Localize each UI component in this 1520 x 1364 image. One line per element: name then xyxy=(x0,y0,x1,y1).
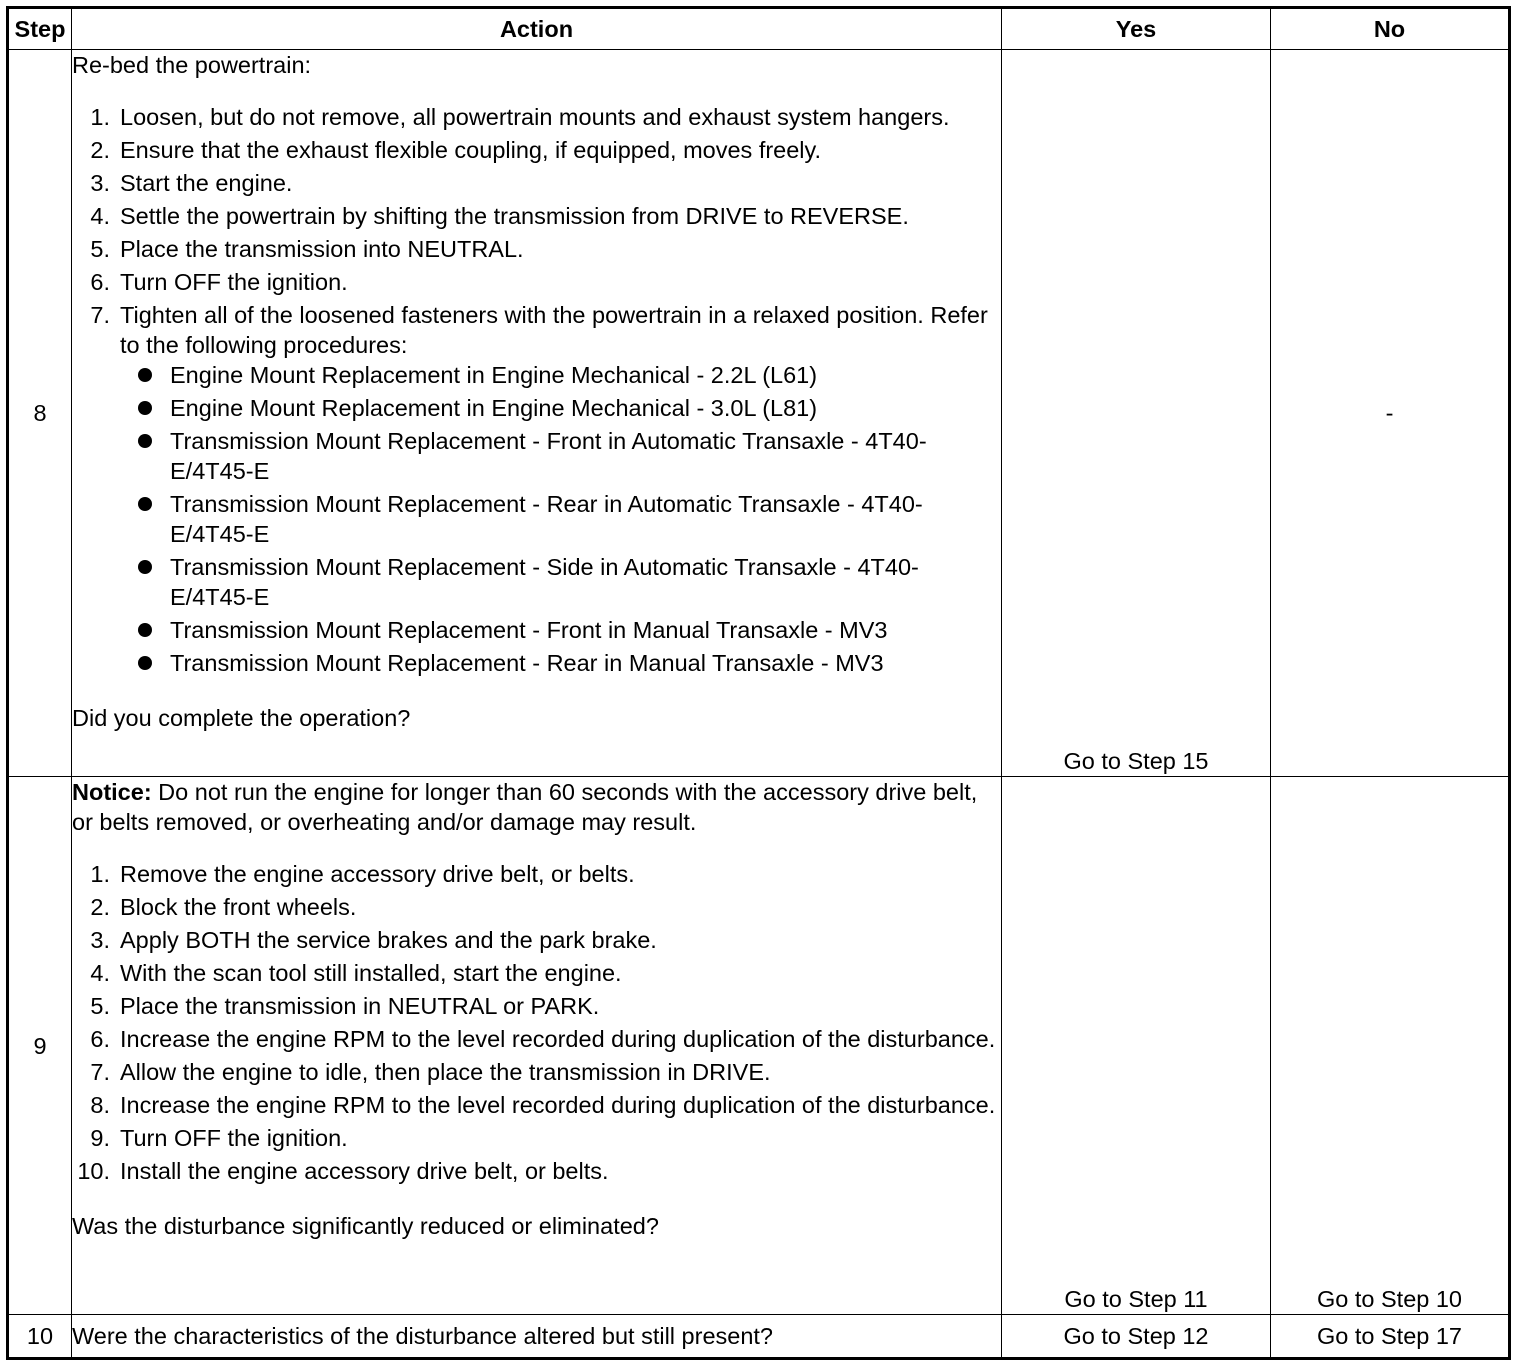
instruction-item: 4. Settle the powertrain by shifting the transmission from DRIVE to REVERSE. xyxy=(90,203,909,229)
procedure-reference-list xyxy=(120,360,1001,678)
procedure-reference-link[interactable]: Engine Mount Replacement in Engine Mechanical - 3.0L (L81) xyxy=(120,393,1001,423)
step-8-instructions xyxy=(72,102,1001,678)
bullet-icon xyxy=(138,368,152,382)
instruction-item: 6. Turn OFF the ignition. xyxy=(90,269,348,295)
yes-outcome[interactable]: Go to Step 11 xyxy=(1002,777,1271,1315)
instruction-item: 5. Place the transmission into NEUTRAL. xyxy=(90,236,524,262)
instruction-item: 2. Ensure that the exhaust flexible coupling, if equipped, moves freely. xyxy=(90,137,822,163)
header-no: No xyxy=(1271,8,1510,50)
step-question: Did you complete the operation? xyxy=(72,705,411,731)
bullet-icon xyxy=(138,434,152,448)
header-row xyxy=(8,8,1510,50)
bullet-icon xyxy=(138,497,152,511)
bullet-icon xyxy=(138,560,152,574)
no-outcome: - xyxy=(1271,50,1510,777)
action-intro: Re-bed the powertrain: xyxy=(72,52,312,78)
step-number: 10 xyxy=(8,1315,72,1359)
instruction-item: 5. Place the transmission in NEUTRAL or PARK. xyxy=(90,993,600,1019)
yes-outcome[interactable]: Go to Step 15 xyxy=(1002,50,1271,777)
diagnostic-procedure-table xyxy=(6,6,1511,1360)
procedure-reference-link[interactable]: Transmission Mount Replacement - Rear in Automatic Transaxle - 4T40-E/4T45-E xyxy=(120,489,1001,549)
instruction-item: 1. Loosen, but do not remove, all powertrain mounts and exhaust system hangers. xyxy=(90,104,950,130)
step-8-row xyxy=(8,50,1510,777)
no-outcome[interactable]: Go to Step 10 xyxy=(1271,777,1510,1315)
step-9-action xyxy=(72,777,1002,1315)
yes-outcome[interactable]: Go to Step 12 xyxy=(1002,1315,1271,1359)
instruction-item: 8. Increase the engine RPM to the level recorded during duplication of the disturbance. xyxy=(90,1092,996,1118)
bullet-icon xyxy=(138,623,152,637)
notice-label: Notice: xyxy=(72,779,152,805)
step-9-instructions xyxy=(72,859,1001,1186)
no-outcome[interactable]: Go to Step 17 xyxy=(1271,1315,1510,1359)
instruction-item: 2. Block the front wheels. xyxy=(90,894,357,920)
instruction-item: 7. Tighten all of the loosened fasteners with the powertrain in a relaxed position. Refer to the following procedures: Engine Mount Replacement in Engine Mechanical - 2.2L (L61) Engine Mount Replacement in Engine Mechanical - 3.0L (L81) Transmission Mount Replacement - Front in Automatic Transaxle - 4T40-E/4T45-E Transmission Mount Replacement - Rear in Automatic Transaxle - 4T40-E/4T45-E Transmission Mount Replacement - Side in Automatic Transaxle - 4T40-E/4T45-E Transmission Mount Replacement - Front in Manual Transaxle - MV3 Transmission Mount Replacement - Rear in Manual Transaxle - MV3 xyxy=(72,300,1001,678)
step-10-row xyxy=(8,1315,1510,1359)
header-action: Action xyxy=(72,8,1002,50)
procedure-reference-link[interactable]: Engine Mount Replacement in Engine Mechanical - 2.2L (L61) xyxy=(120,360,1001,390)
instruction-item: 7. Allow the engine to idle, then place the transmission in DRIVE. xyxy=(90,1059,771,1085)
step-question: Was the disturbance significantly reduced or eliminated? xyxy=(72,1213,659,1239)
step-number: 9 xyxy=(8,777,72,1315)
notice-text: Notice: Do not run the engine for longer than 60 seconds with the accessory drive belt, or belts removed, or overheating and/or damage may result. xyxy=(72,779,978,835)
bullet-icon xyxy=(138,401,152,415)
procedure-reference-link[interactable]: Transmission Mount Replacement - Front in Automatic Transaxle - 4T40-E/4T45-E xyxy=(120,426,1001,486)
instruction-item: 3. Start the engine. xyxy=(90,170,293,196)
header-yes: Yes xyxy=(1002,8,1271,50)
instruction-item: 4. With the scan tool still installed, start the engine. xyxy=(90,960,622,986)
procedure-reference-link[interactable]: Transmission Mount Replacement - Side in Automatic Transaxle - 4T40-E/4T45-E xyxy=(120,552,1001,612)
procedure-reference-link[interactable]: Transmission Mount Replacement - Front in Manual Transaxle - MV3 xyxy=(120,615,1001,645)
step-8-action xyxy=(72,50,1002,777)
step-question: Were the characteristics of the disturbance altered but still present? xyxy=(72,1315,1002,1359)
bullet-icon xyxy=(138,656,152,670)
instruction-item: 9. Turn OFF the ignition. xyxy=(90,1125,348,1151)
procedure-reference-link[interactable]: Transmission Mount Replacement - Rear in Manual Transaxle - MV3 xyxy=(120,648,1001,678)
instruction-item: 10. Install the engine accessory drive belt, or belts. xyxy=(77,1158,609,1184)
instruction-item: 1. Remove the engine accessory drive belt, or belts. xyxy=(90,861,635,887)
step-number: 8 xyxy=(8,50,72,777)
instruction-item: 6. Increase the engine RPM to the level recorded during duplication of the disturbance. xyxy=(90,1026,996,1052)
header-step: Step xyxy=(8,8,72,50)
instruction-item: 3. Apply BOTH the service brakes and the park brake. xyxy=(90,927,657,953)
step-9-row xyxy=(8,777,1510,1315)
